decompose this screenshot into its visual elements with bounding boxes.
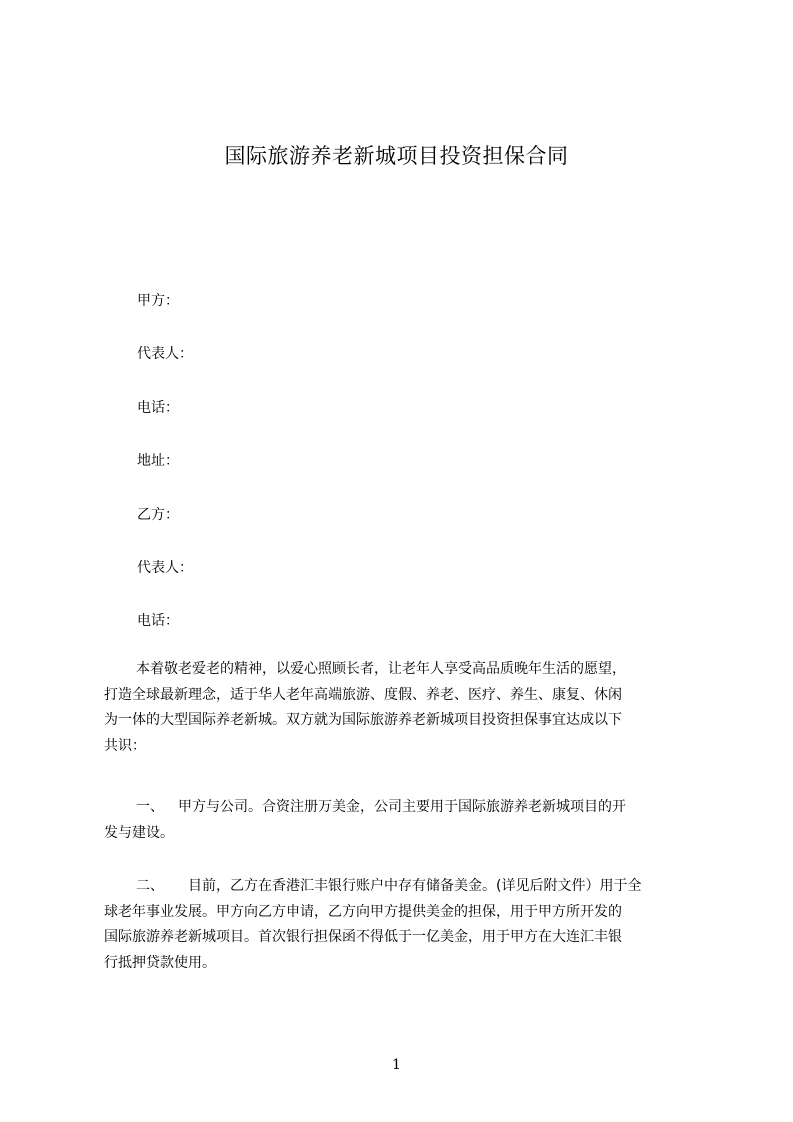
preamble-line: 本着敬老爱老的精神，以爱心照顾长者，让老年人享受高品质晚年生活的愿望， xyxy=(136,661,626,677)
field-party-b-phone: 电话： xyxy=(137,613,179,629)
page-number: 1 xyxy=(392,1057,401,1073)
clause-1-paragraph xyxy=(104,795,700,846)
clause-text: 甲方与公司。合资注册万美金，公司主要用于国际旅游养老新城项目的开 xyxy=(178,799,626,815)
clause-number: 二、 xyxy=(136,878,164,894)
clause-line: 发与建设。 xyxy=(104,824,174,841)
clause-1-first-line xyxy=(104,795,700,821)
clause-2-first-line xyxy=(104,874,700,900)
preamble-line: 为一体的大型国际养老新城。双方就为国际旅游养老新城项目投资担保事宜达成以下 xyxy=(104,712,622,728)
preamble-line: 共识： xyxy=(104,737,146,754)
clause-line: 球老年事业发展。甲方向乙方申请，乙方向甲方提供美金的担保，用于甲方所开发的 xyxy=(104,903,622,920)
preamble-paragraph xyxy=(104,657,700,759)
clause-line: 国际旅游养老新城项目。首次银行担保函不得低于一亿美金，用于甲方在大连汇丰银 xyxy=(104,929,622,945)
field-party-a-phone: 电话： xyxy=(137,400,179,416)
field-party-b: 乙方： xyxy=(137,507,179,523)
clause-text: 目前，乙方在香港汇丰银行账户中存有储备美金。(详见后附文件）用于全 xyxy=(188,878,642,894)
field-party-a: 甲方： xyxy=(137,293,179,309)
field-party-a-representative: 代表人： xyxy=(137,346,193,362)
clause-2-paragraph xyxy=(104,874,700,976)
field-party-b-representative: 代表人： xyxy=(137,560,193,576)
field-party-a-address: 地址： xyxy=(137,453,179,469)
clause-line: 行抵押贷款使用。 xyxy=(104,954,216,971)
document-title: 国际旅游养老新城项目投资担保合同 xyxy=(224,144,569,168)
preamble-line: 打造全球最新理念，适于华人老年高端旅游、度假、养老、医疗、养生、康复、休闲 xyxy=(104,686,622,703)
clause-number: 一、 xyxy=(136,799,164,815)
